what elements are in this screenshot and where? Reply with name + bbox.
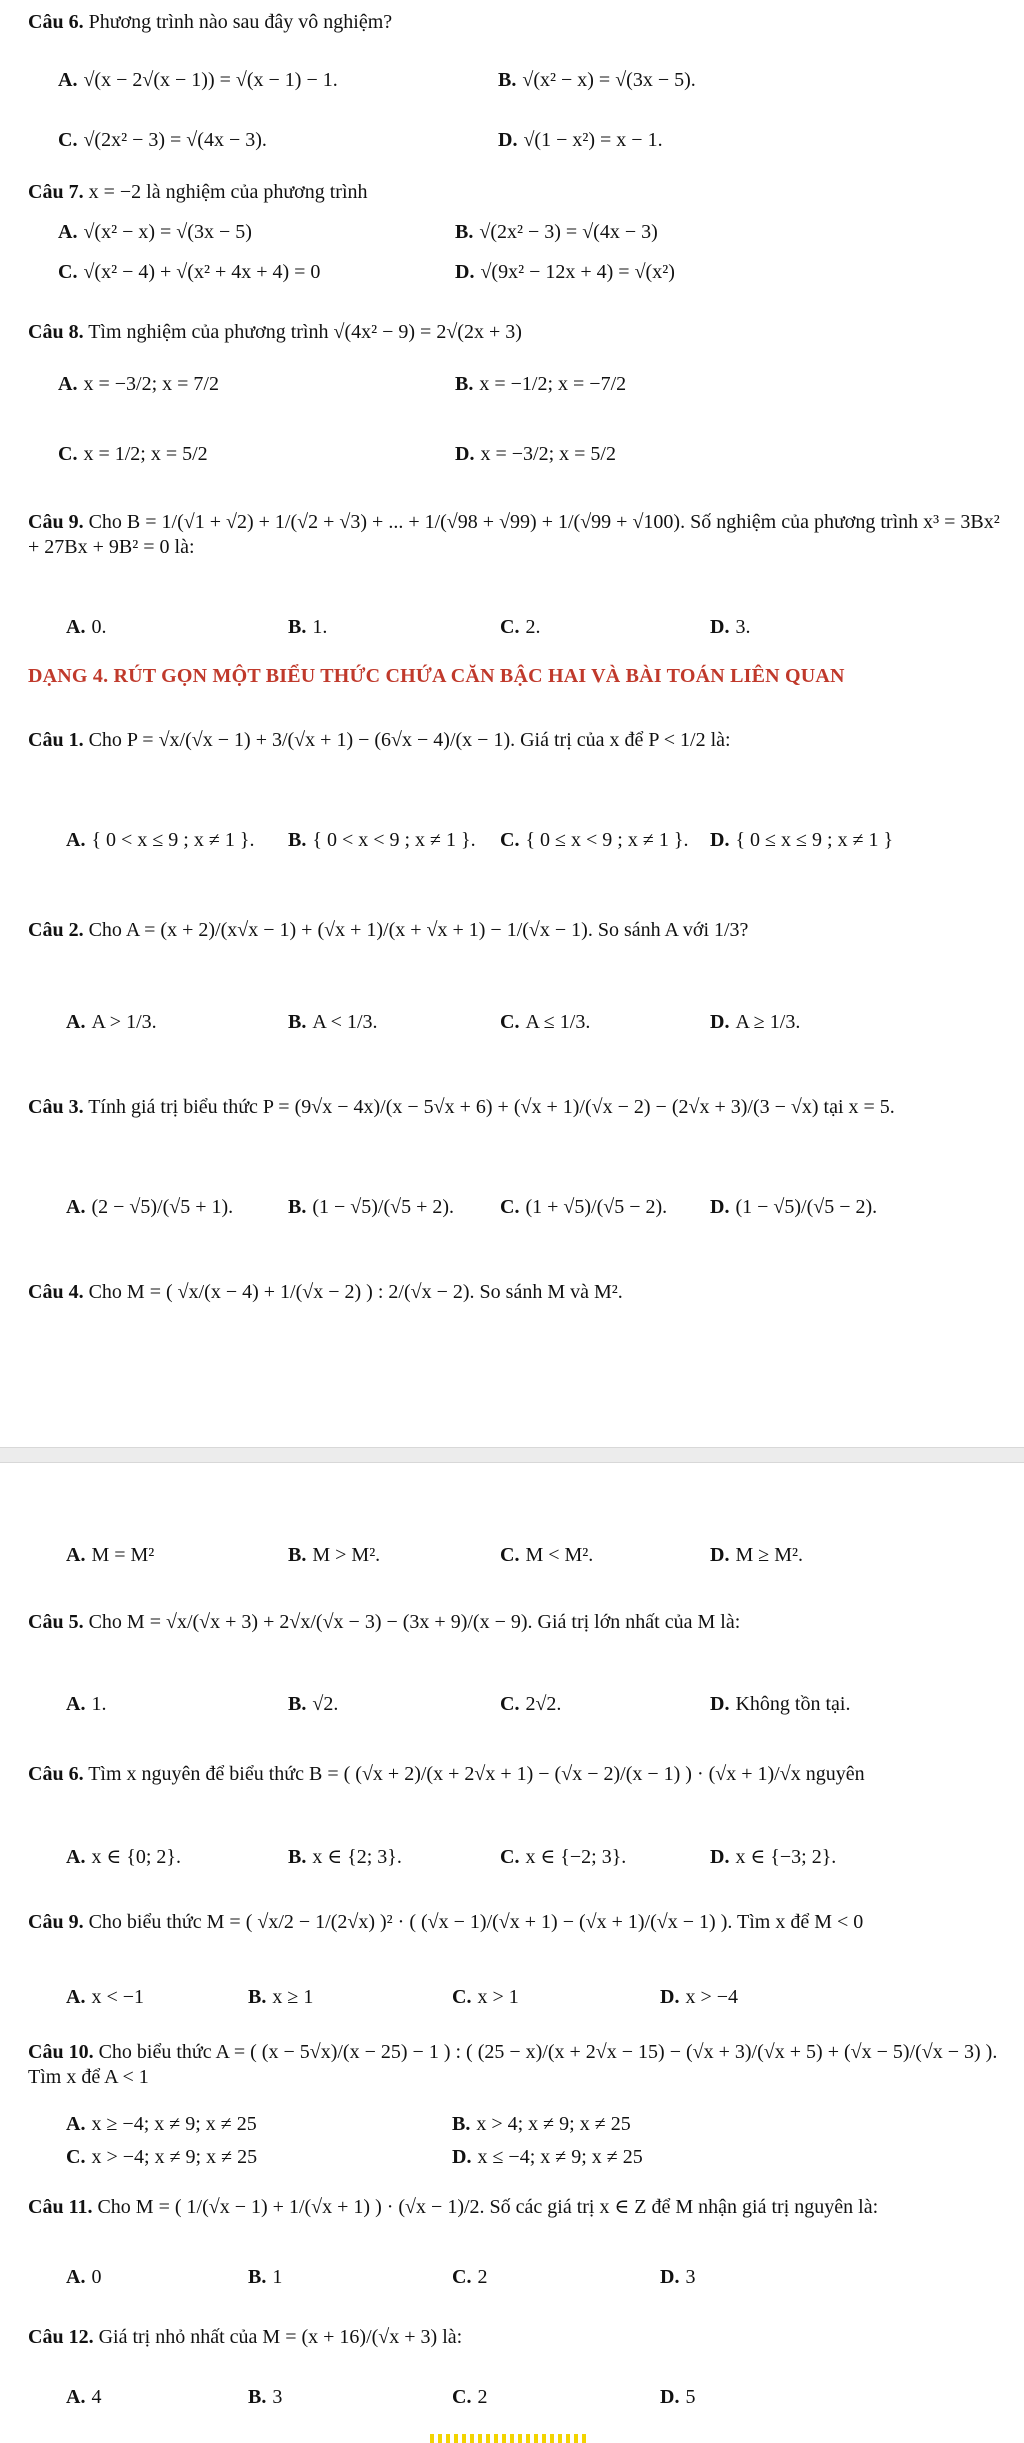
question-label: Câu 8.	[28, 321, 84, 343]
question-text: Cho M = ( √x/(x − 4) + 1/(√x − 2) ) : 2/(√x − 2). So sánh M và M².	[88, 1281, 623, 1303]
question-1	[28, 728, 1004, 753]
option-d: D. x > −4	[660, 1986, 739, 2008]
question-label: Câu 6.	[28, 1763, 84, 1785]
option-b: B. √2.	[288, 1693, 339, 1715]
question-label: Câu 7.	[28, 181, 84, 203]
question-label: Câu 9.	[28, 1911, 84, 1933]
question-text: Cho P = √x/(√x − 1) + 3/(√x + 1) − (6√x − 4)/(x − 1). Giá trị của x để P < 1/2 là:	[88, 729, 731, 751]
option-b: B. √(2x² − 3) = √(4x − 3)	[455, 221, 658, 243]
option-b: B. x = −1/2; x = −7/2	[455, 373, 627, 395]
question-text: Cho A = (x + 2)/(x√x − 1) + (√x + 1)/(x + √x + 1) − 1/(√x − 1). So sánh A với 1/3?	[88, 919, 749, 941]
bottom-decoration	[430, 2434, 590, 2443]
option-d: D. 3	[660, 2266, 696, 2288]
option-a: A. { 0 < x ≤ 9 ; x ≠ 1 }.	[66, 829, 255, 851]
option-d: D. { 0 ≤ x ≤ 9 ; x ≠ 1 }	[710, 829, 894, 851]
question-label: Câu 10.	[28, 2041, 94, 2063]
question-label: Câu 4.	[28, 1281, 84, 1303]
question-7a	[28, 180, 1004, 205]
question-label: Câu 3.	[28, 1096, 84, 1118]
option-b: B. 1	[248, 2266, 283, 2288]
option-a: A. √(x − 2√(x − 1)) = √(x − 1) − 1.	[58, 69, 338, 91]
option-b: B. x > 4; x ≠ 9; x ≠ 25	[452, 2113, 631, 2135]
option-d: D. x = −3/2; x = 5/2	[455, 443, 616, 465]
option-b: B. x ∈ {2; 3}.	[288, 1846, 402, 1868]
question-text: Giá trị nhỏ nhất của M = (x + 16)/(√x + 3) là:	[98, 2326, 463, 2348]
question-text: Cho B = 1/(√1 + √2) + 1/(√2 + √3) + ... + 1/(√98 + √99) + 1/(√99 + √100). Số nghiệm của phương trình x³ = 3Bx² + 27Bx + 9B² = 0 là:	[28, 511, 1000, 558]
question-4	[28, 1280, 1004, 1305]
question-text: Cho M = √x/(√x + 3) + 2√x/(√x − 3) − (3x + 9)/(x − 9). Giá trị lớn nhất của M là:	[88, 1611, 741, 1633]
option-a: A. 0	[66, 2266, 102, 2288]
option-b: B. 1.	[288, 616, 328, 638]
question-11	[28, 2195, 1004, 2220]
option-d: D. x ∈ {−3; 2}.	[710, 1846, 837, 1868]
question-6b	[28, 1762, 1004, 1787]
question-label: Câu 11.	[28, 2196, 93, 2218]
option-a: A. 4	[66, 2386, 102, 2408]
question-8a	[28, 320, 1004, 345]
question-label: Câu 1.	[28, 729, 84, 751]
option-a: A. x ∈ {0; 2}.	[66, 1846, 182, 1868]
question-text: Tìm nghiệm của phương trình √(4x² − 9) = 2√(2x + 3)	[88, 321, 522, 343]
option-d: D. Không tồn tại.	[710, 1693, 851, 1715]
option-b: B. (1 − √5)/(√5 + 2).	[288, 1196, 455, 1218]
question-label: Câu 2.	[28, 919, 84, 941]
option-d: D. (1 − √5)/(√5 − 2).	[710, 1196, 878, 1218]
option-b: B. x ≥ 1	[248, 1986, 314, 2008]
question-3	[28, 1095, 1004, 1120]
option-b: B. { 0 < x < 9 ; x ≠ 1 }.	[288, 829, 476, 851]
option-c: C. 2.	[500, 616, 541, 638]
option-a: A. A > 1/3.	[66, 1011, 157, 1033]
option-c: C. √(2x² − 3) = √(4x − 3).	[58, 129, 267, 151]
option-a: A. 1.	[66, 1693, 107, 1715]
question-text: Cho biểu thức M = ( √x/2 − 1/(2√x) )² · ( (√x − 1)/(√x + 1) − (√x + 1)/(√x − 1) ). Tìm x để M < 0	[88, 1911, 864, 1933]
option-a: A. x < −1	[66, 1986, 145, 2008]
option-d: D. √(1 − x²) = x − 1.	[498, 129, 663, 151]
option-b: B. √(x² − x) = √(3x − 5).	[498, 69, 696, 91]
question-label: Câu 6.	[28, 11, 84, 33]
question-9b	[28, 1910, 1004, 1935]
option-c: C. 2	[452, 2266, 488, 2288]
page-divider	[0, 1447, 1024, 1463]
option-d: D. A ≥ 1/3.	[710, 1011, 801, 1033]
option-d: D. M ≥ M².	[710, 1544, 803, 1566]
question-text: Tính giá trị biểu thức P = (9√x − 4x)/(x − 5√x + 6) + (√x + 1)/(√x − 2) − (2√x + 3)/(3 − √x) tại x = 5.	[88, 1096, 895, 1118]
option-b: B. 3	[248, 2386, 283, 2408]
option-d: D. 3.	[710, 616, 751, 638]
question-6a	[28, 10, 1004, 35]
option-c: C. 2√2.	[500, 1693, 562, 1715]
option-c: C. { 0 ≤ x < 9 ; x ≠ 1 }.	[500, 829, 689, 851]
section-heading: DẠNG 4. RÚT GỌN MỘT BIỂU THỨC CHỨA CĂN BẬC HAI VÀ BÀI TOÁN LIÊN QUAN	[28, 665, 845, 687]
option-a: A. x = −3/2; x = 7/2	[58, 373, 219, 395]
option-b: B. M > M².	[288, 1544, 381, 1566]
option-c: C. x > −4; x ≠ 9; x ≠ 25	[66, 2146, 258, 2168]
question-text: Phương trình nào sau đây vô nghiệm?	[88, 11, 393, 33]
option-a: A. x ≥ −4; x ≠ 9; x ≠ 25	[66, 2113, 257, 2135]
question-label: Câu 12.	[28, 2326, 94, 2348]
option-c: C. A ≤ 1/3.	[500, 1011, 591, 1033]
option-d: D. x ≤ −4; x ≠ 9; x ≠ 25	[452, 2146, 643, 2168]
option-c: C. (1 + √5)/(√5 − 2).	[500, 1196, 668, 1218]
option-a: A. M = M²	[66, 1544, 155, 1566]
question-text: Cho biểu thức A = ( (x − 5√x)/(x − 25) − 1 ) : ( (25 − x)/(x + 2√x − 15) − (√x + 3)/(√x + 5) + (√x − 5)/(√x − 3) ). Tìm x để A < 1	[28, 2041, 998, 2088]
question-label: Câu 5.	[28, 1611, 84, 1633]
question-9a	[28, 510, 1004, 560]
question-label: Câu 9.	[28, 511, 84, 533]
option-d: D. 5	[660, 2386, 696, 2408]
option-c: C. x = 1/2; x = 5/2	[58, 443, 208, 465]
option-c: C. x > 1	[452, 1986, 519, 2008]
option-a: A. √(x² − x) = √(3x − 5)	[58, 221, 252, 243]
option-c: C. x ∈ {−2; 3}.	[500, 1846, 627, 1868]
question-2	[28, 918, 1004, 943]
option-b: B. A < 1/3.	[288, 1011, 378, 1033]
question-5	[28, 1610, 1004, 1635]
option-c: C. M < M².	[500, 1544, 594, 1566]
option-a: A. 0.	[66, 616, 107, 638]
option-d: D. √(9x² − 12x + 4) = √(x²)	[455, 261, 675, 283]
question-text: Cho M = ( 1/(√x − 1) + 1/(√x + 1) ) · (√x − 1)/2. Số các giá trị x ∈ Z để M nhận giá trị nguyên là:	[97, 2196, 879, 2218]
question-12	[28, 2325, 1004, 2350]
option-a: A. (2 − √5)/(√5 + 1).	[66, 1196, 234, 1218]
question-text: x = −2 là nghiệm của phương trình	[88, 181, 368, 203]
option-c: C. 2	[452, 2386, 488, 2408]
question-10	[28, 2040, 1004, 2090]
option-c: C. √(x² − 4) + √(x² + 4x + 4) = 0	[58, 261, 321, 283]
question-text: Tìm x nguyên để biểu thức B = ( (√x + 2)/(x + 2√x + 1) − (√x − 2)/(x − 1) ) · (√x + 1)/√x nguyên	[88, 1763, 865, 1785]
